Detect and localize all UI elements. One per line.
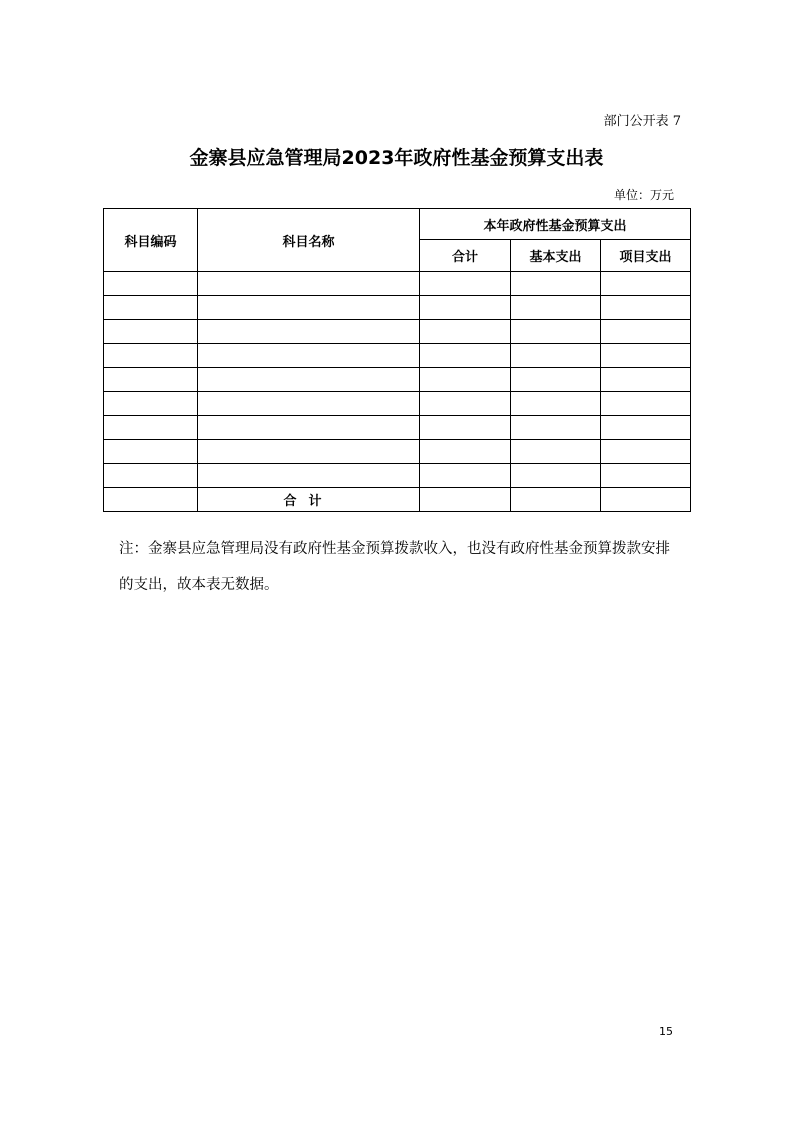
table-row <box>104 272 691 296</box>
table-cell <box>198 272 420 296</box>
table-cell <box>104 440 198 464</box>
column-header-total: 合计 <box>420 240 511 272</box>
table-cell <box>420 368 511 392</box>
table-cell <box>104 272 198 296</box>
table-row <box>104 344 691 368</box>
unit-label: 单位：万元 <box>613 188 674 202</box>
table-cell <box>511 392 601 416</box>
table-cell <box>420 272 511 296</box>
table-row <box>104 464 691 488</box>
table-header-row <box>104 209 691 240</box>
table-cell <box>104 320 198 344</box>
table-cell <box>104 344 198 368</box>
table-cell <box>511 344 601 368</box>
table-cell <box>511 272 601 296</box>
table-row <box>104 392 691 416</box>
table-cell <box>104 296 198 320</box>
total-basic-cell <box>511 488 601 512</box>
table-row <box>104 368 691 392</box>
table-cell <box>601 416 691 440</box>
table-cell <box>601 368 691 392</box>
table-cell <box>511 440 601 464</box>
table-cell <box>601 440 691 464</box>
table-total-row <box>104 488 691 512</box>
table-cell <box>420 440 511 464</box>
table-cell <box>420 416 511 440</box>
total-project-cell <box>601 488 691 512</box>
table-cell <box>104 392 198 416</box>
table-cell <box>198 440 420 464</box>
table-cell <box>511 296 601 320</box>
column-header-name: 科目名称 <box>198 209 420 272</box>
table-cell <box>198 320 420 344</box>
table-cell <box>601 320 691 344</box>
table-row <box>104 416 691 440</box>
column-header-project: 项目支出 <box>601 240 691 272</box>
table-cell <box>420 344 511 368</box>
table-cell <box>601 272 691 296</box>
column-group-header: 本年政府性基金预算支出 <box>420 209 691 240</box>
table-cell <box>511 368 601 392</box>
budget-table <box>103 208 691 512</box>
table-cell <box>511 416 601 440</box>
table-cell <box>511 464 601 488</box>
table-cell <box>601 296 691 320</box>
table-cell <box>198 344 420 368</box>
table-row <box>104 296 691 320</box>
table-cell <box>198 392 420 416</box>
table-cell <box>420 296 511 320</box>
table-cell <box>511 320 601 344</box>
table-cell <box>198 368 420 392</box>
total-code-cell <box>104 488 198 512</box>
table-cell <box>420 464 511 488</box>
table-cell <box>420 392 511 416</box>
table-cell <box>104 416 198 440</box>
total-sum-cell <box>420 488 511 512</box>
footnote: 注：金寨县应急管理局没有政府性基金预算拨款收入，也没有政府性基金预算拨款安排的支出，故本表无数据。 <box>119 541 670 593</box>
table-cell <box>104 464 198 488</box>
table-cell <box>420 320 511 344</box>
table-cell <box>198 296 420 320</box>
total-label: 合计 <box>198 488 420 512</box>
column-header-code: 科目编码 <box>104 209 198 272</box>
table-cell <box>104 368 198 392</box>
page-title: 金寨县应急管理局2023年政府性基金预算支出表 <box>189 147 604 169</box>
table-cell <box>198 416 420 440</box>
table-cell <box>601 344 691 368</box>
table-cell <box>601 464 691 488</box>
table-cell <box>198 464 420 488</box>
table-cell <box>601 392 691 416</box>
document-label: 部门公开表 7 <box>603 114 681 129</box>
column-header-basic: 基本支出 <box>511 240 601 272</box>
table-row <box>104 320 691 344</box>
page-number: 15 <box>659 1025 673 1038</box>
table-row <box>104 440 691 464</box>
